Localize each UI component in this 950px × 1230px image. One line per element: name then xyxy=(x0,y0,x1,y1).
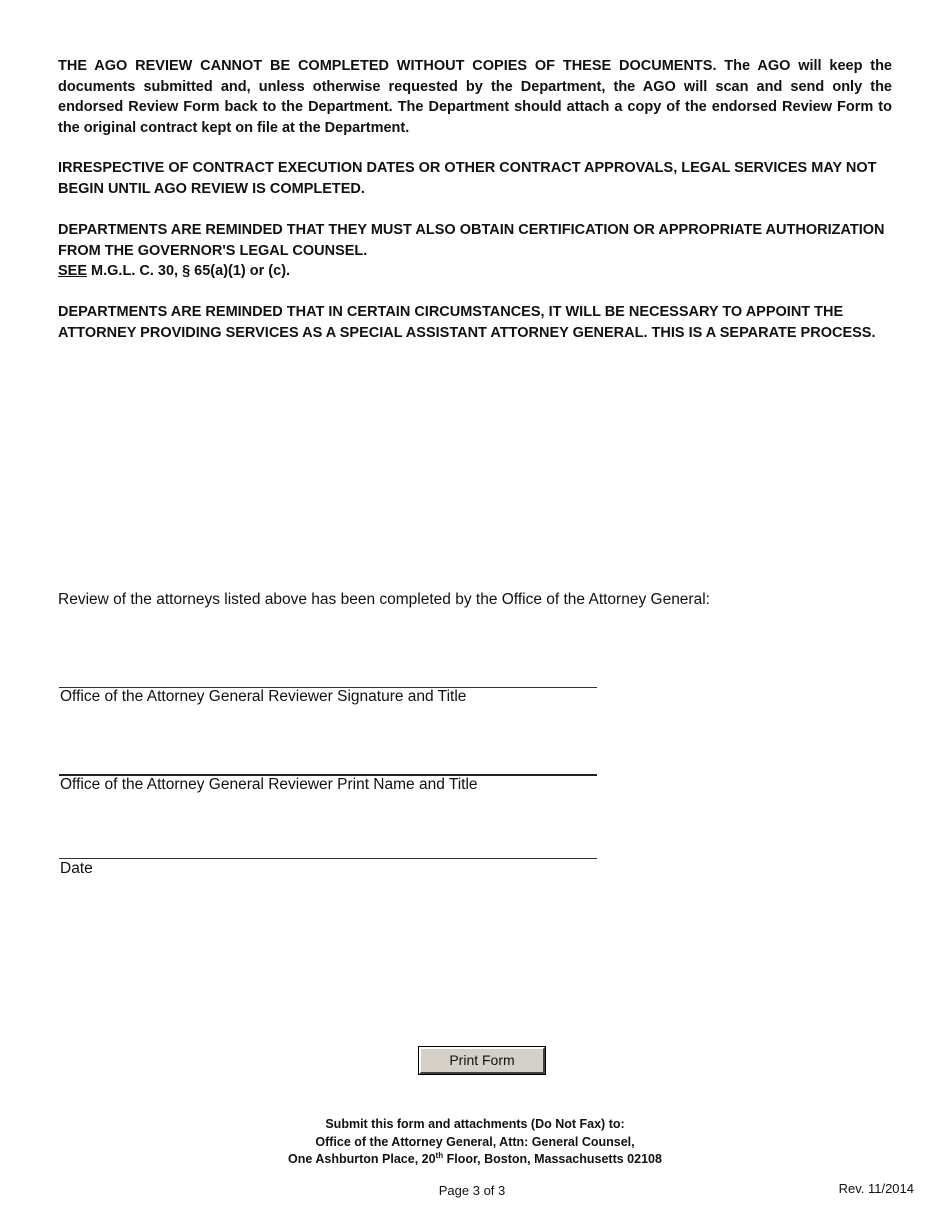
notice-documents-required: THE AGO REVIEW CANNOT BE COMPLETED WITHOUT COPIES OF THESE DOCUMENTS. The AGO will keep the documents submitted and, unless otherwise requested by the Department, the AGO will scan and send only the endorsed Review Form back to the Department. The Department should attach a copy of the endorsed Review Form to the original contract kept on file at the Department. xyxy=(58,58,892,136)
see-reference: SEE xyxy=(58,263,88,279)
footer-office-line: Office of the Attorney General, Attn: General Counsel, xyxy=(315,1135,635,1149)
address-rest: Floor, Boston, Massachusetts 02108 xyxy=(443,1152,662,1166)
address-part: One Ashburton Place, 20 xyxy=(288,1152,436,1166)
address-ordinal: th xyxy=(435,1151,444,1160)
date-field[interactable] xyxy=(59,858,597,859)
statute-text: M.G.L. C. 30, § 65(a)(1) or (c). xyxy=(87,263,291,279)
revision-label: Rev. 11/2014 xyxy=(838,1181,914,1196)
print-name-label: Office of the Attorney General Reviewer Print Name and Title xyxy=(60,776,478,793)
signature-label: Office of the Attorney General Reviewer Signature and Title xyxy=(60,688,467,705)
notice-special-assistant: DEPARTMENTS ARE REMINDED THAT IN CERTAIN CIRCUMSTANCES, IT WILL BE NECESSARY TO APPOINT THE ATTORNEY PROVIDING SERVICES AS A SPECIAL ASSISTANT ATTORNEY GENERAL. THIS IS A SEPARATE PROCESS. xyxy=(58,304,876,341)
notice-statute-citation xyxy=(58,261,892,282)
notice-services-may-not-begin: IRRESPECTIVE OF CONTRACT EXECUTION DATES OR OTHER CONTRACT APPROVALS, LEGAL SERVICES MAY NOT BEGIN UNTIL AGO REVIEW IS COMPLETED. xyxy=(58,160,877,197)
notice-governor-counsel: DEPARTMENTS ARE REMINDED THAT THEY MUST ALSO OBTAIN CERTIFICATION OR APPROPRIATE AUTHORIZATION FROM THE GOVERNOR'S LEGAL COUNSEL. xyxy=(58,222,885,259)
date-label: Date xyxy=(60,860,93,877)
footer-address-line xyxy=(0,1151,950,1169)
page-number: Page 3 of 3 xyxy=(438,1183,506,1198)
footer-submit-line: Submit this form and attachments (Do Not Fax) to: xyxy=(325,1117,625,1131)
print-form-button[interactable]: Print Form xyxy=(419,1047,545,1074)
review-statement: Review of the attorneys listed above has been completed by the Office of the Attorney General: xyxy=(58,591,710,608)
